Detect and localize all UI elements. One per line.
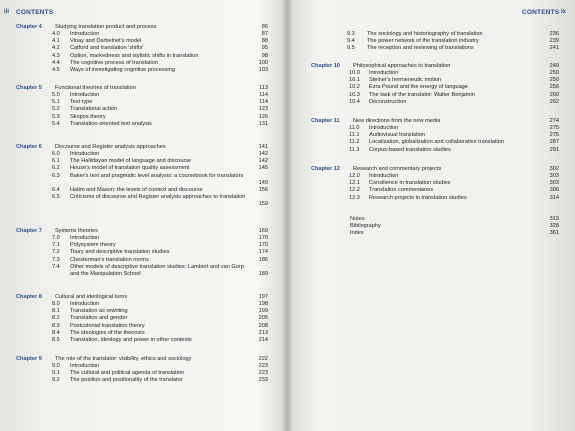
chapter-title: Cultural and ideological turns: [55, 294, 128, 300]
section-page: 306: [549, 187, 559, 194]
section-page: 170: [258, 235, 268, 242]
section-page: 223: [258, 370, 268, 377]
section-number: 9.5: [347, 45, 355, 52]
section-title: Introduction: [70, 151, 100, 158]
section-page: 198: [258, 301, 268, 308]
page-header: CONTENTS: [522, 9, 560, 16]
section-number: 4.5: [52, 66, 60, 73]
section-title: Ways of investigating cognitive processing: [70, 66, 175, 73]
section-page: 189: [258, 270, 268, 277]
section-title: Translation commentaries: [369, 187, 434, 194]
left-page: [0, 0, 282, 431]
section-page: 275: [549, 132, 559, 139]
section-page: 170: [258, 242, 268, 249]
section-page: 131: [258, 120, 268, 127]
section-number: 7.4: [52, 263, 60, 270]
chapter-title: Research and commentary projects: [353, 166, 442, 172]
section-number: 11.3: [349, 146, 360, 153]
section-number: 10.1: [349, 77, 360, 84]
section-number: 5.4: [52, 120, 60, 127]
section-title: Introduction: [70, 92, 100, 99]
section-number: 9.4: [347, 38, 355, 45]
section-number: 5.3: [52, 113, 60, 120]
section-number: 7.1: [52, 242, 60, 249]
section-page: 250: [549, 77, 559, 84]
section-number: 8.2: [52, 315, 60, 322]
section-number: 4.1: [52, 38, 60, 45]
section-page: 174: [258, 249, 268, 256]
chapter-label: Chapter 11: [311, 118, 340, 124]
section-page: 87: [261, 31, 268, 38]
chapter-label: Chapter 7: [16, 228, 42, 234]
section-title: The reception and reviewing of translations: [367, 45, 474, 52]
back-matter-page: 361: [549, 230, 559, 237]
section-number: 12.0: [349, 173, 360, 180]
section-page: 149: [258, 179, 268, 186]
section-page: 303: [549, 173, 559, 180]
section-page: 233: [258, 377, 268, 384]
chapter-page: 222: [258, 356, 268, 362]
section-number: 5.2: [52, 106, 60, 113]
chapter-page: 141: [258, 144, 268, 150]
section-number: 6.2: [52, 165, 60, 172]
chapter-page: 86: [261, 24, 268, 30]
section-number: 7.2: [52, 249, 60, 256]
section-page: 159: [258, 201, 268, 208]
section-number: 7.0: [52, 235, 60, 242]
section-title: Introduction: [369, 173, 399, 180]
chapter-title: Philosophical approaches to translation: [353, 63, 451, 69]
section-page: 239: [549, 38, 559, 45]
back-matter-page: 328: [549, 223, 559, 230]
chapter-label: Chapter 4: [16, 24, 42, 30]
page-number: iii: [4, 9, 10, 15]
back-matter-title: Bibliography: [350, 223, 381, 230]
section-number: 11.1: [349, 132, 360, 139]
section-title: Text type: [70, 99, 93, 106]
section-title: Introduction: [369, 70, 399, 77]
section-number: 11.2: [349, 139, 360, 146]
section-title: Vinay and Darbelnet's model: [70, 38, 142, 45]
section-number: 6.4: [52, 186, 60, 193]
section-title: Translation, ideology and power in other contexts: [70, 336, 192, 343]
section-title: Skopos theory: [70, 113, 106, 120]
section-number: 12.1: [349, 180, 360, 187]
section-page: 241: [549, 45, 559, 52]
chapter-title: Functional theories of translation: [55, 85, 136, 91]
section-number: 5.0: [52, 92, 60, 99]
section-title: The cultural and political agenda of translation: [70, 370, 185, 377]
section-title: Translation-oriented text analysis: [70, 120, 152, 127]
section-title: Translation and gender: [70, 315, 128, 322]
section-page: 103: [258, 66, 268, 73]
section-number: 6.3: [52, 172, 60, 179]
section-number: 8.0: [52, 301, 60, 308]
section-number: 6.5: [52, 194, 60, 201]
section-title: Translation as rewriting: [70, 308, 128, 315]
chapter-page: 197: [258, 294, 268, 300]
section-page: 145: [258, 165, 268, 172]
section-title: Introduction: [70, 31, 100, 38]
chapter-title: New directions from the new media: [353, 118, 441, 124]
section-page: 142: [258, 151, 268, 158]
section-number: 9.2: [52, 377, 60, 384]
chapter-label: Chapter 8: [16, 294, 42, 300]
section-page: 223: [258, 363, 268, 370]
section-number: 9.1: [52, 370, 60, 377]
back-matter-title: Notes: [350, 216, 365, 222]
section-page: 123: [258, 106, 268, 113]
section-page: 205: [258, 315, 268, 322]
section-title: Hatim and Mason: the levels of context and discourse: [70, 186, 203, 193]
section-page: 303: [549, 180, 559, 187]
section-title: Consilience in translation studies: [369, 180, 451, 187]
chapter-label: Chapter 5: [16, 85, 42, 91]
back-matter-title: Index: [350, 230, 364, 237]
chapter-page: 302: [549, 166, 559, 172]
section-title: Audiovisual translation: [369, 132, 425, 139]
section-number: 10.0: [349, 70, 360, 77]
section-number: 10.2: [349, 84, 360, 91]
section-page: 256: [549, 84, 559, 91]
section-title: Introduction: [70, 363, 100, 370]
section-title: Other models of descriptive translation studies: Lambert and van Gorp and the Manipulation School: [70, 263, 244, 277]
chapter-label: Chapter 6: [16, 144, 42, 150]
section-page: 88: [261, 38, 268, 45]
section-page: 208: [258, 322, 268, 329]
section-page: 275: [549, 125, 559, 132]
section-number: 10.4: [349, 98, 360, 105]
section-title: Deconstruction: [369, 98, 407, 105]
section-title: Option, markedness and stylistic shifts in translation: [70, 52, 199, 59]
section-number: 12.2: [349, 187, 360, 194]
section-title: Localization, globalization and collaborative translation: [369, 139, 504, 146]
back-matter-page: 319: [549, 216, 559, 222]
section-page: 236: [549, 31, 559, 37]
section-title: The Hallidayan model of language and discourse: [70, 158, 192, 165]
chapter-title: Studying translation product and process: [55, 24, 157, 30]
section-number: 4.3: [52, 52, 60, 59]
section-page: 260: [549, 91, 559, 98]
section-title: Introduction: [70, 235, 100, 242]
section-title: Translatorial action: [70, 106, 118, 113]
section-number: 11.0: [349, 125, 360, 132]
section-number: 8.3: [52, 322, 60, 329]
chapter-label: Chapter 10: [311, 63, 340, 69]
section-title: The cognitive process of translation: [70, 59, 158, 66]
section-number: 4.4: [52, 59, 60, 66]
section-title: Polysystem theory: [70, 242, 116, 249]
section-page: 214: [258, 336, 268, 343]
section-page: 199: [258, 308, 268, 315]
section-page: 262: [549, 98, 559, 105]
section-page: 291: [549, 146, 559, 153]
section-page: 114: [259, 92, 268, 99]
section-title: Catford and translation 'shifts': [70, 45, 144, 52]
right-page: [293, 0, 575, 431]
section-number: 12.3: [349, 194, 360, 201]
chapter-label: Chapter 9: [16, 356, 42, 362]
chapter-page: 249: [549, 63, 559, 69]
section-page: 95: [261, 45, 268, 52]
section-title: Toury and descriptive translation studies: [70, 249, 170, 256]
section-title: Ezra Pound and the energy of language: [369, 84, 468, 91]
section-number: 4.0: [52, 31, 60, 38]
chapter-title: Systems theories: [55, 228, 98, 234]
book-gutter: [281, 0, 293, 431]
section-page: 114: [259, 99, 268, 106]
section-number: 9.0: [52, 363, 60, 370]
section-number: 8.4: [52, 329, 60, 336]
chapter-page: 113: [259, 85, 268, 91]
section-title: Criticisms of discourse and Register analysis approaches to translation: [70, 194, 246, 201]
section-page: 156: [258, 186, 268, 193]
section-number: 6.1: [52, 158, 60, 165]
section-page: 314: [549, 194, 559, 201]
section-title: The sociology and historiography of translation: [367, 31, 483, 37]
section-title: The power network of the translation industry: [367, 38, 479, 45]
chapter-title: The role of the translator: visibility, ethics and sociology: [55, 356, 192, 362]
section-number: 8.5: [52, 336, 60, 343]
section-title: Introduction: [70, 301, 100, 308]
chapter-title: Discourse and Register analysis approaches: [55, 144, 166, 150]
section-page: 98: [261, 52, 268, 59]
section-page: 142: [258, 158, 268, 165]
section-title: Corpus-based translation studies: [369, 146, 451, 153]
section-number: 5.1: [52, 99, 60, 106]
section-title: The ideologies of the theorists: [70, 329, 145, 336]
section-number: 10.3: [349, 91, 360, 98]
section-number: 6.0: [52, 151, 60, 158]
section-number: 9.3: [347, 31, 355, 37]
section-number: 4.2: [52, 45, 60, 52]
section-title: Postcolonial translation theory: [70, 322, 145, 329]
section-title: Steiner's hermeneutic motion: [369, 77, 442, 84]
section-title: The position and positionality of the translator: [70, 377, 183, 384]
section-number: 8.1: [52, 308, 60, 315]
section-page: 126: [258, 113, 268, 120]
section-page: 186: [258, 256, 268, 263]
section-title: The task of the translator: Walter Benjamin: [369, 91, 475, 98]
page-header: CONTENTS: [16, 9, 54, 16]
section-page: 250: [549, 70, 559, 77]
section-title: Research projects in translation studies: [369, 194, 467, 201]
section-page: 287: [549, 139, 559, 146]
section-title: Chesterman's translation norms: [70, 256, 149, 263]
page-number: ix: [561, 9, 567, 15]
section-title: House's model of translation quality assessment: [70, 165, 190, 172]
chapter-page: 169: [258, 228, 268, 234]
section-title: Introduction: [369, 125, 399, 132]
chapter-label: Chapter 12: [311, 166, 340, 172]
section-number: 7.3: [52, 256, 60, 263]
section-title: Baker's text and pragmatic level analysis: a coursebook for translators: [70, 172, 244, 179]
section-page: 213: [258, 329, 268, 336]
chapter-page: 274: [549, 118, 559, 124]
section-page: 100: [258, 59, 268, 66]
